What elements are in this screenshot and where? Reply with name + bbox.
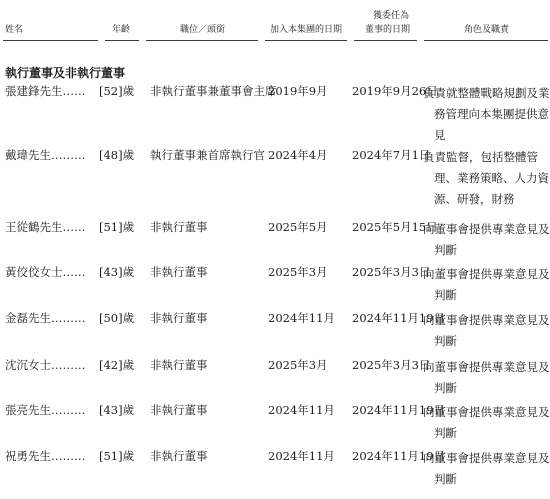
director-appoint-date: 2025年3月3日 — [352, 358, 431, 372]
director-appoint-date: 2025年5月15日 — [352, 220, 438, 234]
header-rule-join — [265, 40, 347, 41]
director-name: 戴瑋先生……… — [5, 148, 86, 162]
director-role-line: 理、業務策略、人力資 — [434, 171, 549, 185]
director-role-line: 判斷 — [434, 288, 457, 302]
header-rule-name — [3, 40, 98, 41]
director-join-date: 2024年11月 — [268, 403, 335, 417]
director-appoint-date: 2019年9月26日 — [352, 84, 438, 98]
director-role — [423, 147, 549, 210]
director-age: [52]歲 — [99, 84, 135, 98]
director-name: 王從鶴先生…… — [5, 220, 86, 234]
header-rule-position — [146, 40, 258, 41]
director-role-line: 判斷 — [434, 243, 457, 257]
director-position: 執行董事兼首席執行官 — [150, 148, 265, 162]
director-appoint-date: 2024年7月1日 — [352, 148, 431, 162]
director-position: 非執行董事 — [150, 358, 208, 372]
header-position: 職位／頭銜 — [180, 25, 226, 35]
header-name: 姓名 — [5, 25, 24, 35]
header-rule-role — [424, 40, 548, 41]
director-name: 金磊先生……… — [5, 311, 86, 325]
header-join-date: 加入本集團的日期 — [270, 25, 343, 35]
director-age: [51]歲 — [99, 449, 135, 463]
director-age: [42]歲 — [99, 358, 135, 372]
director-role — [423, 219, 549, 261]
director-appoint-date: 2024年11月19日 — [352, 311, 446, 325]
director-age: [48]歲 — [99, 148, 135, 162]
director-role-line: 判斷 — [434, 472, 457, 486]
director-role-line: 判斷 — [434, 426, 457, 440]
director-appoint-date: 2025年3月3日 — [352, 265, 431, 279]
director-name: 黃佼佼女士…… — [5, 265, 86, 279]
director-role-line: 向董事會提供專業意見及 — [423, 313, 550, 327]
header-appoint-date-line1: 獲委任為 — [373, 11, 410, 21]
header-rule-appoint — [354, 40, 417, 41]
director-position: 非執行董事 — [150, 403, 208, 417]
director-role — [423, 402, 549, 444]
director-role-line: 負責就整體戰略規劃及業 — [423, 86, 550, 100]
director-role — [423, 310, 549, 352]
director-name: 張亮先生……… — [5, 403, 86, 417]
director-join-date: 2024年11月 — [268, 311, 335, 325]
director-appoint-date: 2024年11月19日 — [352, 403, 446, 417]
director-role — [423, 357, 549, 399]
director-position: 非執行董事 — [150, 449, 208, 463]
director-join-date: 2025年3月 — [268, 358, 328, 372]
header-appoint-date-line2: 董事的日期 — [365, 25, 411, 35]
director-role — [423, 448, 549, 490]
header-rule-age — [105, 40, 139, 41]
director-age: [43]歲 — [99, 265, 135, 279]
director-role-line: 向董事會提供專業意見及 — [423, 405, 550, 419]
header-role: 角色及職責 — [464, 25, 510, 35]
director-age: [43]歲 — [99, 403, 135, 417]
director-name: 祝勇先生……… — [5, 449, 86, 463]
director-role-line: 向董事會提供專業意見及 — [423, 222, 550, 236]
director-role-line: 向董事會提供專業意見及 — [423, 360, 550, 374]
director-position: 非執行董事 — [150, 311, 208, 325]
director-position: 非執行董事 — [150, 220, 208, 234]
director-join-date: 2019年9月 — [268, 84, 328, 98]
director-age: [50]歲 — [99, 311, 135, 325]
director-role — [423, 264, 549, 306]
director-role-line: 見 — [434, 128, 446, 142]
director-role — [423, 83, 549, 146]
director-role-line: 判斷 — [434, 334, 457, 348]
director-role-line: 判斷 — [434, 381, 457, 395]
header-age: 年齡 — [112, 25, 131, 35]
director-role-line: 源、研發，財務 — [434, 192, 515, 206]
director-position: 非執行董事 — [150, 265, 208, 279]
director-role-line: 務管理向本集團提供意 — [434, 107, 549, 121]
director-join-date: 2025年5月 — [268, 220, 328, 234]
director-join-date: 2024年11月 — [268, 449, 335, 463]
director-role-line: 向董事會提供專業意見及 — [423, 267, 550, 281]
director-join-date: 2024年4月 — [268, 148, 328, 162]
director-name: 張建鋒先生…… — [5, 84, 86, 98]
section-title: 執行董事及非執行董事 — [5, 66, 126, 80]
director-role-line: 負責監督，包括整體管 — [423, 150, 538, 164]
director-role-line: 向董事會提供專業意見及 — [423, 451, 550, 465]
table-header — [0, 0, 550, 44]
director-position: 非執行董事兼董事會主席 — [150, 84, 277, 98]
director-appoint-date: 2024年11月19日 — [352, 449, 446, 463]
director-name: 沈沉女士……… — [5, 358, 86, 372]
director-age: [51]歲 — [99, 220, 135, 234]
director-join-date: 2025年3月 — [268, 265, 328, 279]
